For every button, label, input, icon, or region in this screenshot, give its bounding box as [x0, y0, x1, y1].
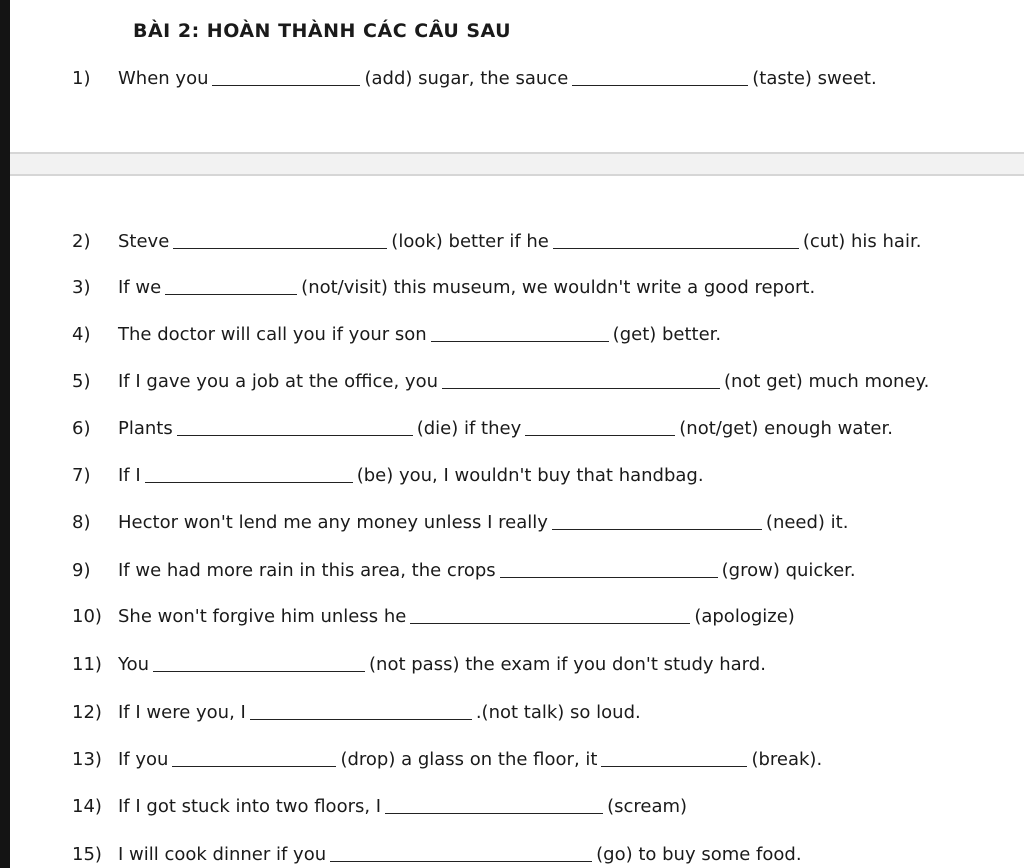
- answer-blank[interactable]: [500, 576, 718, 578]
- answer-blank[interactable]: [553, 247, 799, 249]
- answer-blank[interactable]: [330, 860, 592, 862]
- exercise-text: Steve: [118, 231, 170, 252]
- left-edge: [0, 0, 10, 868]
- exercise-text: (get) better.: [612, 324, 722, 345]
- exercise-text: If you: [118, 749, 169, 770]
- exercise-number: 15): [72, 844, 102, 865]
- exercise-text: (not/get) enough water.: [679, 418, 893, 439]
- exercise-text: (be) you, I wouldn't buy that handbag.: [356, 465, 704, 486]
- exercise-text: (apologize): [694, 606, 795, 627]
- exercise-text: If I were you, I: [118, 702, 246, 723]
- exercise-text: If we: [118, 277, 162, 298]
- exercise-number: 11): [72, 654, 102, 675]
- answer-blank[interactable]: [172, 765, 336, 767]
- exercise-text: (drop) a glass on the floor, it: [340, 749, 598, 770]
- exercise-text: If I gave you a job at the office, you: [118, 371, 438, 392]
- exercise-number: 7): [72, 465, 91, 486]
- answer-blank[interactable]: [153, 670, 365, 672]
- answer-blank[interactable]: [212, 84, 360, 86]
- answer-blank[interactable]: [145, 481, 353, 483]
- answer-blank[interactable]: [173, 247, 387, 249]
- exercise-number: 8): [72, 512, 91, 533]
- exercise-text: (look) better if he: [391, 231, 549, 252]
- answer-blank[interactable]: [410, 622, 690, 624]
- answer-blank[interactable]: [601, 765, 747, 767]
- exercise-text: (scream): [607, 796, 688, 817]
- exercise-text: The doctor will call you if your son: [118, 324, 427, 345]
- exercise-number: 14): [72, 796, 102, 817]
- exercise-text: Plants: [118, 418, 173, 439]
- exercise-text: If we had more rain in this area, the crops: [118, 560, 496, 581]
- exercise-number: 13): [72, 749, 102, 770]
- exercise-text: (go) to buy some food.: [596, 844, 802, 865]
- answer-blank[interactable]: [177, 434, 413, 436]
- exercise-text: If I got stuck into two floors, I: [118, 796, 382, 817]
- exercise-number: 3): [72, 277, 91, 298]
- exercise-text: (grow) quicker.: [721, 560, 856, 581]
- answer-blank[interactable]: [385, 812, 603, 814]
- exercise-text: When you: [118, 68, 209, 89]
- exercise-number: 12): [72, 702, 102, 723]
- exercise-text: If I: [118, 465, 141, 486]
- answer-blank[interactable]: [431, 340, 609, 342]
- exercise-text: She won't forgive him unless he: [118, 606, 407, 627]
- exercise-number: 4): [72, 324, 91, 345]
- exercise-number: 6): [72, 418, 91, 439]
- exercise-number: 5): [72, 371, 91, 392]
- exercise-text: (not get) much money.: [723, 371, 930, 392]
- exercise-text: Hector won't lend me any money unless I really: [118, 512, 548, 533]
- exercise-number: 1): [72, 68, 91, 89]
- exercise-number: 9): [72, 560, 91, 581]
- answer-blank[interactable]: [165, 293, 297, 295]
- exercise-text: I will cook dinner if you: [118, 844, 327, 865]
- answer-blank[interactable]: [552, 528, 762, 530]
- answer-blank[interactable]: [525, 434, 675, 436]
- exercise-text: (die) if they: [416, 418, 522, 439]
- exercise-text: (add) sugar, the sauce: [364, 68, 569, 89]
- exercise-number: 10): [72, 606, 102, 627]
- exercise-text: (cut) his hair.: [802, 231, 922, 252]
- exercise-number: 2): [72, 231, 91, 252]
- answer-blank[interactable]: [442, 387, 720, 389]
- page-separator: [10, 152, 1024, 176]
- answer-blank[interactable]: [572, 84, 748, 86]
- exercise-text: (taste) sweet.: [752, 68, 877, 89]
- answer-blank[interactable]: [250, 718, 472, 720]
- exercise-text: (need) it.: [765, 512, 849, 533]
- exercise-text: .(not talk) so loud.: [475, 702, 641, 723]
- exercise-text: (break).: [751, 749, 823, 770]
- exercise-text: (not/visit) this museum, we wouldn't write a good report.: [301, 277, 816, 298]
- exercise-title: BÀI 2: HOÀN THÀNH CÁC CÂU SAU: [133, 20, 512, 42]
- exercise-text: (not pass) the exam if you don't study hard.: [369, 654, 766, 675]
- exercise-text: You: [118, 654, 150, 675]
